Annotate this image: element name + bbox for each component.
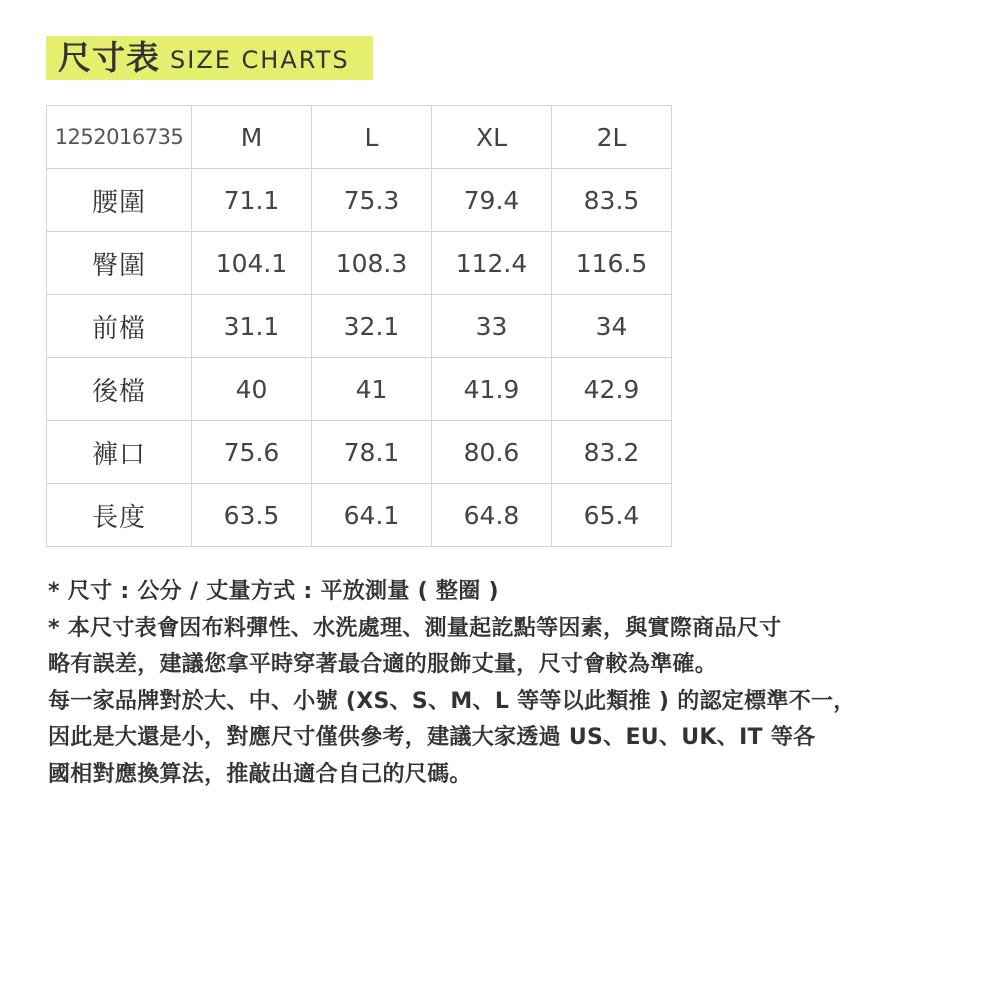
table-cell: 75.6 <box>192 421 312 484</box>
table-cell: 42.9 <box>552 358 672 421</box>
table-cell: 75.3 <box>312 169 432 232</box>
size-notes <box>48 574 978 793</box>
table-cell: 108.3 <box>312 232 432 295</box>
row-label-front-rise: 前檔 <box>47 295 192 358</box>
table-cell: 79.4 <box>432 169 552 232</box>
table-cell: 65.4 <box>552 484 672 547</box>
title-chinese: 尺寸表 <box>58 38 160 77</box>
table-cell: 104.1 <box>192 232 312 295</box>
title-english: SIZE CHARTS <box>170 45 350 74</box>
table-cell: 116.5 <box>552 232 672 295</box>
note-line: * 本尺寸表會因布料彈性、水洗處理、測量起訖點等因素，與實際商品尺寸 <box>48 615 782 641</box>
size-header-2l: 2L <box>552 106 672 169</box>
table-row <box>47 484 672 547</box>
table-cell: 33 <box>432 295 552 358</box>
note-line: 略有誤差，建議您拿平時穿著最合適的服飾丈量，尺寸會較為準確。 <box>48 652 718 677</box>
table-cell: 31.1 <box>192 295 312 358</box>
table-cell: 78.1 <box>312 421 432 484</box>
row-label-waist: 腰圍 <box>47 169 192 232</box>
note-line: * 尺寸 : 公分 / 丈量方式 : 平放測量 ( 整圈 ) <box>48 579 499 604</box>
title-banner <box>46 36 373 80</box>
note-line: 每一家品牌對於大、中、小號 (XS、S、M、L 等等以此類推 ) 的認定標準不一， <box>48 688 856 714</box>
size-header-l: L <box>312 106 432 169</box>
row-label-leg-opening: 褲口 <box>47 421 192 484</box>
table-row <box>47 169 672 232</box>
table-cell: 32.1 <box>312 295 432 358</box>
table-cell: 83.2 <box>552 421 672 484</box>
note-line: 國相對應換算法，推敲出適合自己的尺碼。 <box>48 761 472 787</box>
note-line: 因此是大還是小，對應尺寸僅供參考，建議大家透過 US、EU、UK、IT 等各 <box>48 725 816 750</box>
row-label-hip: 臀圍 <box>47 232 192 295</box>
table-cell: 64.8 <box>432 484 552 547</box>
table-row <box>47 421 672 484</box>
table-cell: 80.6 <box>432 421 552 484</box>
row-label-back-rise: 後檔 <box>47 358 192 421</box>
product-id-cell: 1252016735 <box>47 106 192 169</box>
table-cell: 83.5 <box>552 169 672 232</box>
table-cell: 34 <box>552 295 672 358</box>
table-cell: 41 <box>312 358 432 421</box>
table-row <box>47 232 672 295</box>
table-header-row <box>47 106 672 169</box>
table-cell: 71.1 <box>192 169 312 232</box>
table-cell: 112.4 <box>432 232 552 295</box>
size-header-xl: XL <box>432 106 552 169</box>
table-cell: 64.1 <box>312 484 432 547</box>
table-row <box>47 295 672 358</box>
table-cell: 40 <box>192 358 312 421</box>
size-header-m: M <box>192 106 312 169</box>
size-chart-table <box>46 105 672 547</box>
row-label-length: 長度 <box>47 484 192 547</box>
table-row <box>47 358 672 421</box>
table-cell: 63.5 <box>192 484 312 547</box>
table-cell: 41.9 <box>432 358 552 421</box>
